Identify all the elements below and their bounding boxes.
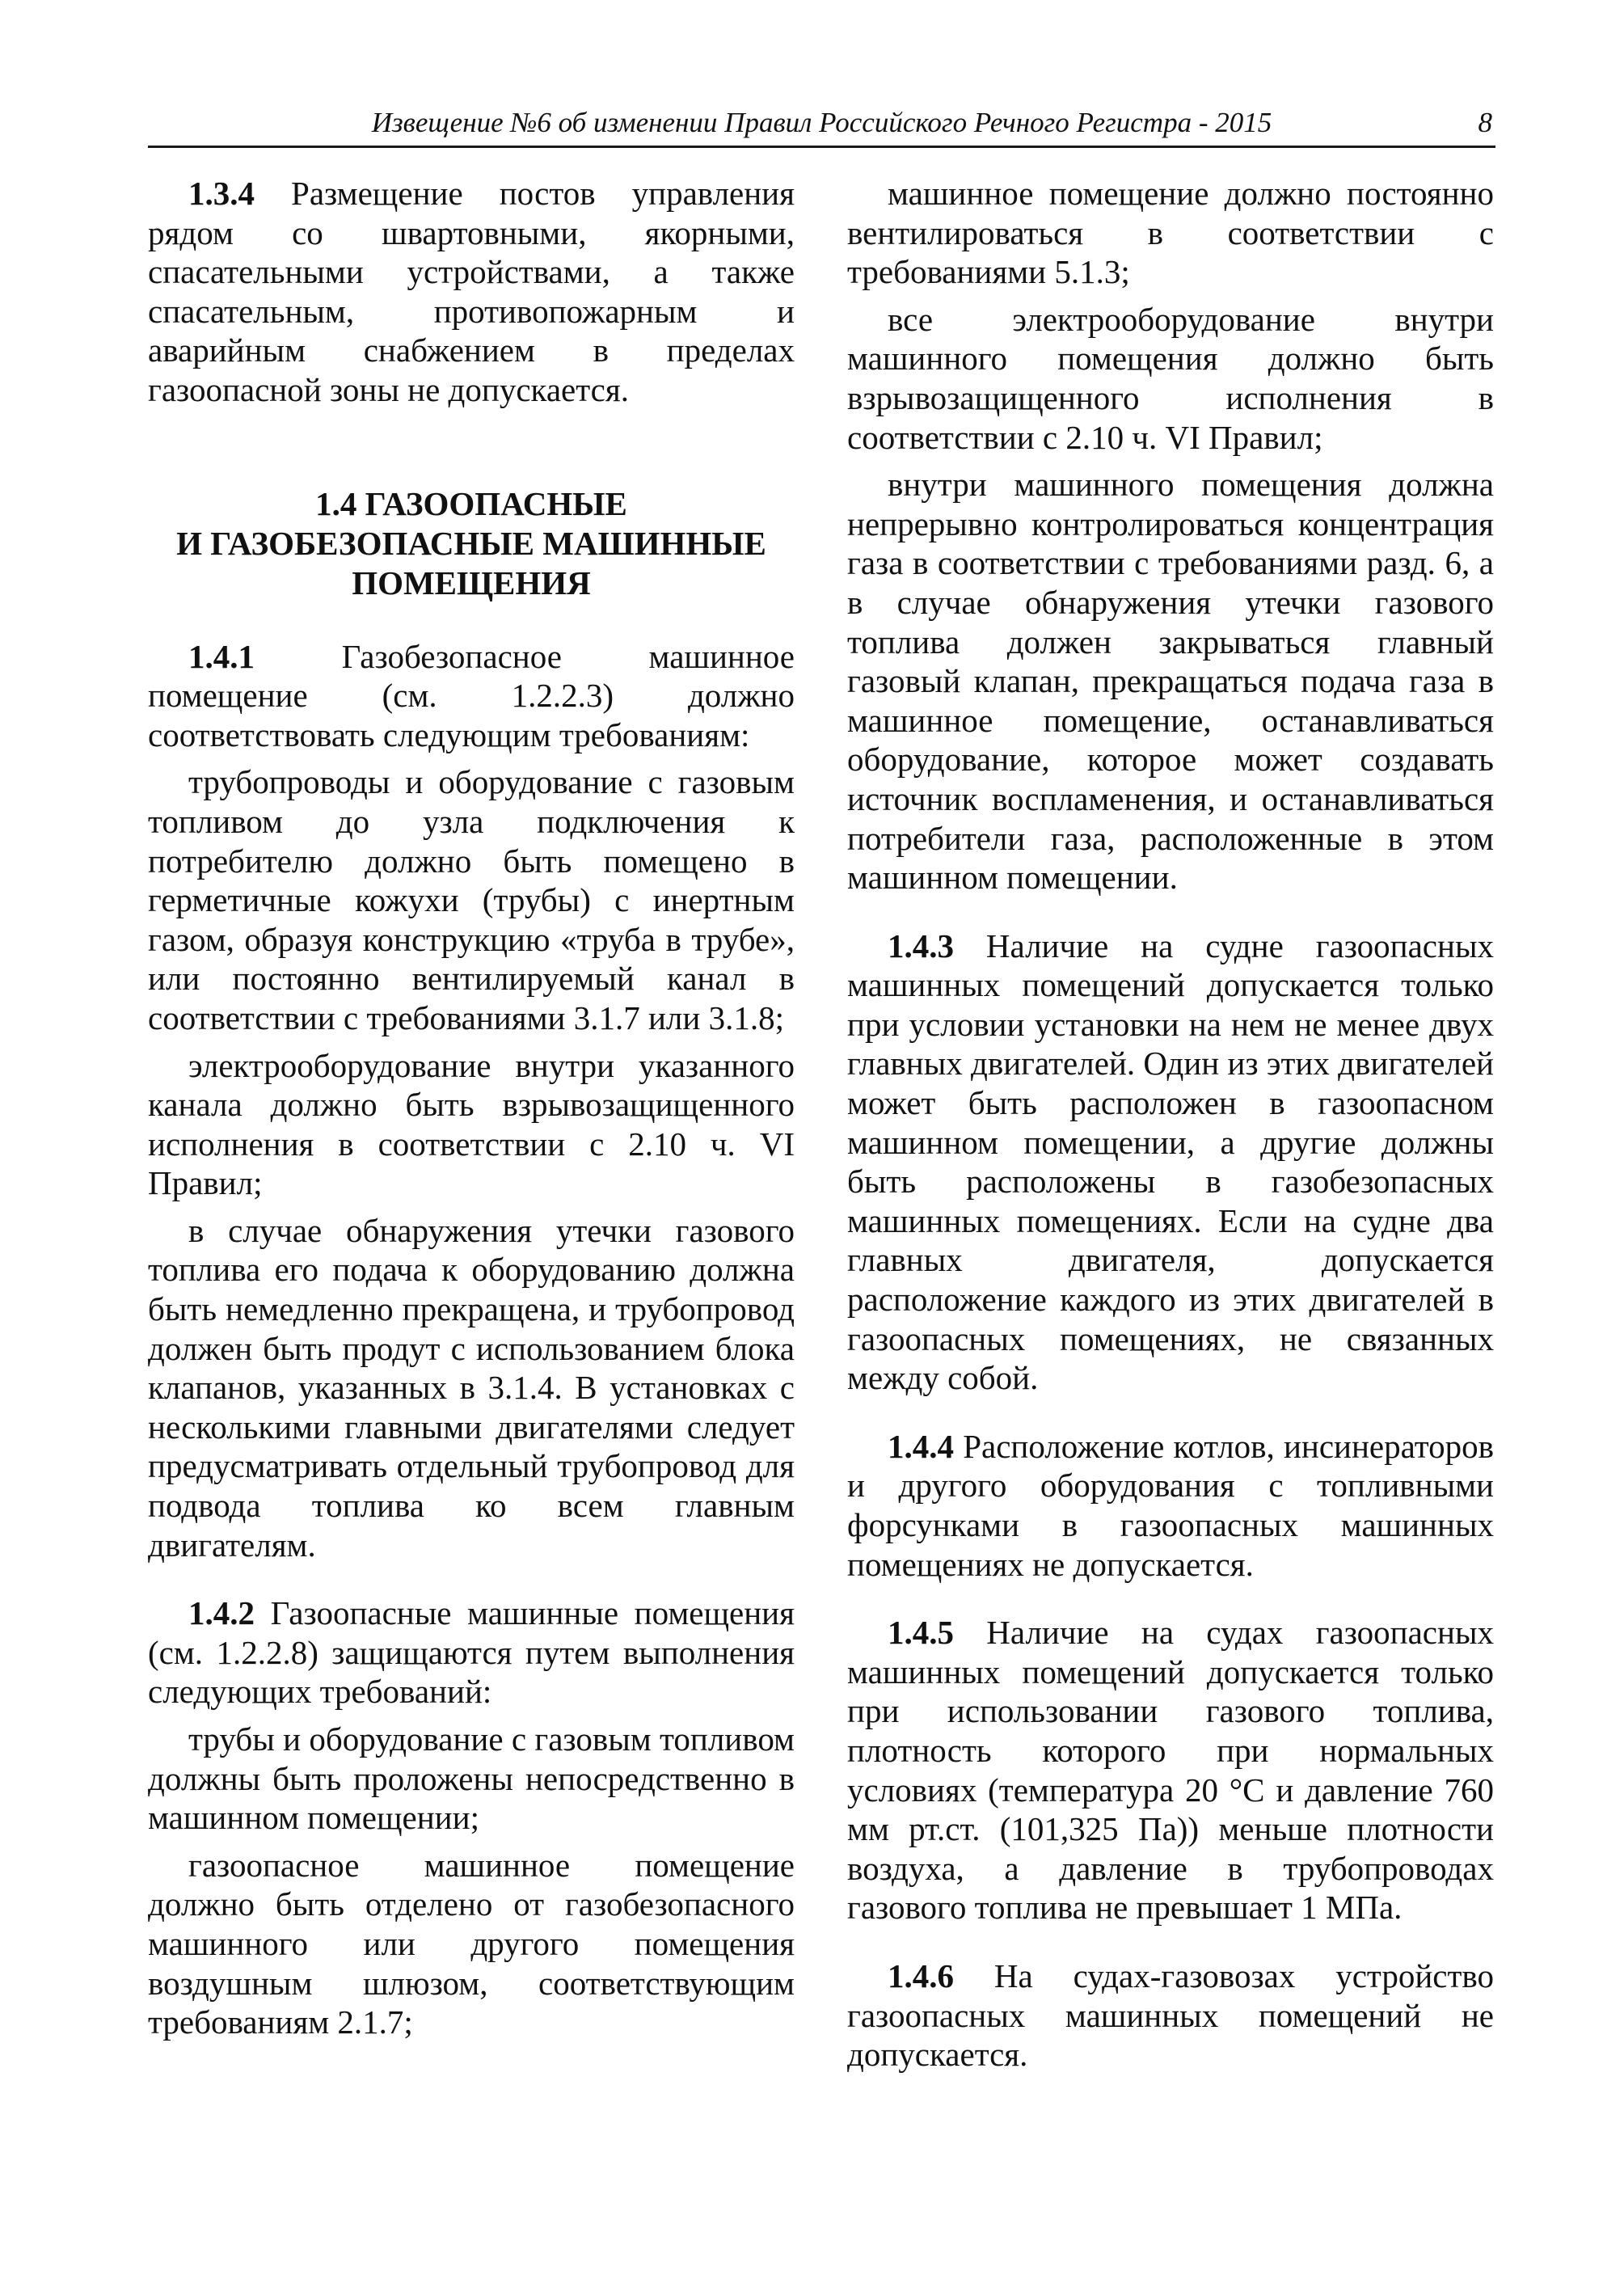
requirement-item: все электрооборудование внутри машинного помещения должно быть взрывозащищенного исполнения в соответствии с 2.10 ч. VI Правил; — [847, 300, 1494, 456]
requirement-item: газоопасное машинное помещение должно быть отделено от газобезопасного машинного или другого помещения воздушным шлюзом, соответствующим требованиям 2.1.7; — [148, 1846, 795, 2041]
clause-number: 1.3.4 — [188, 175, 255, 212]
requirement-item: электрооборудование внутри указанного канала должно быть взрывозащищенного исполнения в соответствии с 2.10 ч. VI Правил; — [148, 1046, 795, 1202]
paragraph-1-4-2 — [148, 1593, 795, 1712]
paragraph-1-3-4 — [148, 174, 795, 410]
section-heading — [148, 484, 795, 603]
requirement-item: трубопроводы и оборудование с газовым топливом до узла подключения к потребителю должно быть помещено в герметичные кожухи (трубы) с инертным газом, образуя конструкцию «труба в трубе», или постоянно вентилируемый канал в соответствии с требованиями 3.1.7 или 3.1.8; — [148, 763, 795, 1036]
running-header — [148, 103, 1495, 148]
section-heading-line: 1.4 ГАЗООПАСНЫЕ — [315, 484, 627, 522]
paragraph-1-4-5 — [847, 1613, 1494, 1927]
clause-text: Наличие на судне газоопасных машинных помещений допускается только при условии установки на нем не менее двух главных двигателей. Один из этих двигателей может быть расположен в газоопасном машинном помещении, а другие должны быть расположены в газобезопасных машинных помещениях. Если на судне два главных двигателя, допускается расположение каждого из этих двигателей в газоопасных помещениях, не связанных между собой. — [847, 927, 1494, 1397]
paragraph-1-4-3 — [847, 927, 1494, 1398]
clause-text: Газобезопасное машинное помещение (см. 1.2.2.3) должно соответствовать следующим требованиям: — [148, 637, 795, 753]
clause-text: Наличие на судах газоопасных машинных помещений допускается только при использовании газового топлива, плотность которого при нормальных условиях (температура 20 °С и давление 760 мм рт.ст. (101,325 Па)) меньше плотности воздуха, а давление в трубопроводах газового топлива не превышает 1 МПа. — [847, 1614, 1494, 1927]
page-number: 8 — [1478, 107, 1492, 138]
paragraph-1-4-4 — [847, 1427, 1494, 1584]
clause-number: 1.4.5 — [888, 1614, 954, 1652]
clause-text: Газоопасные машинные помещения (см. 1.2.2.8) защищаются путем выполнения следующих требований: — [148, 1594, 795, 1711]
requirement-item: машинное помещение должно постоянно вентилироваться в соответствии с требованиями 5.1.3; — [847, 175, 1494, 291]
clause-number: 1.4.3 — [888, 927, 954, 964]
section-heading-line: И ГАЗОБЕЗОПАСНЫЕ МАШИННЫЕ — [176, 524, 766, 562]
requirement-item: в случае обнаружения утечки газового топлива его подача к оборудованию должна быть немедленно прекращена, и трубопровод должен быть продут с использованием блока клапанов, указанных в 3.1.4. В установках с несколькими главными двигателями следует предусматривать отдельный трубопровод для подвода топлива ко всем главным двигателям. — [148, 1211, 795, 1564]
clause-number: 1.4.2 — [188, 1594, 255, 1632]
requirement-item: внутри машинного помещения должна непрерывно контролироваться концентрация газа в соответствии с требованиями разд. 6, а в случае обнаружения утечки газового топлива должен закрываться главный газовый клапан, прекращаться подача газа в машинное помещение, останавливаться оборудование, которое может создавать источник воспламенения, и останавливаться потребители газа, расположенные в этом машинном помещении. — [847, 466, 1494, 897]
clause-number: 1.4.6 — [888, 1956, 954, 1994]
section-heading-line: ПОМЕЩЕНИЯ — [352, 564, 591, 601]
clause-number: 1.4.4 — [888, 1427, 954, 1465]
clause-text: Расположение котлов, инсинераторов и другого оборудования с топливными форсунками в газоопасных машинных помещениях не допускается. — [847, 1427, 1494, 1583]
left-column — [148, 174, 795, 2050]
paragraph-1-4-6 — [847, 1956, 1494, 2075]
requirement-item: трубы и оборудование с газовым топливом должны быть проложены непосредственно в машинном помещении; — [148, 1720, 795, 1837]
right-column — [847, 174, 1494, 2083]
clause-number: 1.4.1 — [188, 637, 255, 675]
clause-text: Размещение постов управления рядом со швартовными, якорными, спасательными устройствами, а также спасательным, противопожарным и аварийным снабжением в пределах газоопасной зоны не допускается. — [148, 175, 795, 408]
header-title: Извещение №6 об изменении Правил Российского Речного Регистра - 2015 — [371, 107, 1272, 138]
clause-text: На судах-газовозах устройство газоопасных машинных помещений не допускается. — [847, 1956, 1494, 2074]
paragraph-1-4-1 — [148, 637, 795, 755]
